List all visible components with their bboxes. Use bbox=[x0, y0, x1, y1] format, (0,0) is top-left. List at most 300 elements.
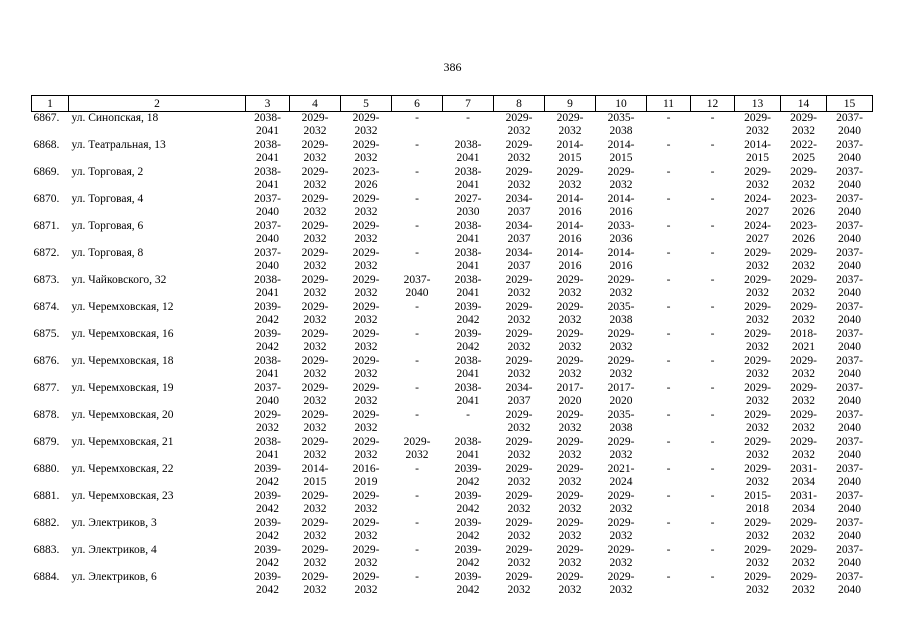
period-cell bbox=[735, 328, 781, 355]
period-start: 2038- bbox=[454, 138, 482, 151]
period-cell bbox=[596, 463, 647, 490]
period-cell bbox=[341, 436, 392, 463]
period-end: 2032 bbox=[507, 529, 531, 542]
period-end: 2042 bbox=[456, 340, 480, 353]
period-start: - bbox=[710, 570, 715, 583]
table-row bbox=[32, 112, 873, 139]
period-cell bbox=[341, 274, 392, 301]
period-end: 2032 bbox=[303, 529, 327, 542]
row-number: 6884. bbox=[33, 570, 60, 583]
period-end: 2032 bbox=[303, 556, 327, 569]
period-end: 2032 bbox=[609, 367, 633, 380]
period-end: 2027 bbox=[746, 205, 769, 218]
period-start: 2034- bbox=[505, 192, 533, 205]
period-end: 2032 bbox=[558, 529, 582, 542]
period-start: 2035- bbox=[607, 112, 635, 124]
period-start: 2037- bbox=[836, 516, 863, 529]
period-start: 2029- bbox=[790, 354, 817, 367]
period-cell bbox=[735, 544, 781, 571]
row-address: ул. Электриков, 6 bbox=[71, 570, 157, 583]
period-start: 2038- bbox=[454, 219, 482, 232]
period-end: 2032 bbox=[792, 259, 815, 272]
period-cell bbox=[691, 139, 735, 166]
table-row bbox=[32, 328, 873, 355]
period-cell bbox=[596, 139, 647, 166]
period-start: 2029- bbox=[352, 192, 380, 205]
period-cell bbox=[290, 247, 341, 274]
period-start: 2038- bbox=[454, 381, 482, 394]
period-end: 2032 bbox=[354, 259, 378, 272]
period-start: - bbox=[666, 246, 671, 259]
period-end: 2032 bbox=[609, 340, 633, 353]
period-end: 2037 bbox=[507, 259, 531, 272]
period-start: 2029- bbox=[744, 112, 771, 124]
period-start: - bbox=[710, 192, 715, 205]
period-cell bbox=[647, 139, 691, 166]
period-cell bbox=[827, 193, 873, 220]
period-end: 2032 bbox=[507, 178, 531, 191]
period-start: 2029- bbox=[790, 273, 817, 286]
period-end: 2041 bbox=[456, 151, 480, 164]
period-end: 2032 bbox=[746, 475, 769, 488]
period-end: 2019 bbox=[354, 475, 378, 488]
period-cell bbox=[735, 112, 781, 139]
table-row bbox=[32, 463, 873, 490]
period-end: 2040 bbox=[838, 205, 861, 218]
period-cell bbox=[443, 436, 494, 463]
period-cell bbox=[392, 409, 443, 436]
period-start: - bbox=[415, 219, 419, 232]
period-end: 2032 bbox=[507, 286, 531, 299]
period-start: 2029- bbox=[301, 327, 329, 340]
period-end: 2032 bbox=[609, 178, 633, 191]
period-start: 2029- bbox=[301, 112, 329, 124]
period-end: 2032 bbox=[558, 475, 582, 488]
period-start: 2029- bbox=[301, 138, 329, 151]
period-end: 2021 bbox=[792, 340, 815, 353]
period-start: 2029- bbox=[505, 327, 533, 340]
period-start: 2029- bbox=[744, 408, 771, 421]
period-cell bbox=[392, 544, 443, 571]
period-start: - bbox=[710, 219, 715, 232]
period-cell bbox=[494, 193, 545, 220]
period-start: 2038- bbox=[454, 273, 482, 286]
period-cell bbox=[246, 409, 290, 436]
period-cell bbox=[691, 274, 735, 301]
row-address: ул. Электриков, 4 bbox=[71, 543, 157, 556]
period-cell bbox=[827, 274, 873, 301]
row-address: ул. Синопская, 18 bbox=[71, 112, 159, 124]
period-start: 2029- bbox=[505, 462, 533, 475]
period-start: 2029- bbox=[301, 354, 329, 367]
row-number: 6869. bbox=[33, 165, 60, 178]
period-start: 2029- bbox=[790, 246, 817, 259]
period-start: - bbox=[666, 381, 671, 394]
period-start: 2037- bbox=[836, 192, 863, 205]
table-row bbox=[32, 517, 873, 544]
period-cell bbox=[545, 355, 596, 382]
period-cell bbox=[596, 274, 647, 301]
period-end: 2032 bbox=[558, 340, 582, 353]
period-start: 2029- bbox=[790, 165, 817, 178]
period-start: 2038- bbox=[454, 354, 482, 367]
period-start: 2018- bbox=[790, 327, 817, 340]
period-cell bbox=[691, 166, 735, 193]
period-cell bbox=[691, 490, 735, 517]
period-cell bbox=[735, 571, 781, 598]
period-cell bbox=[494, 112, 545, 139]
period-cell bbox=[735, 463, 781, 490]
column-header: 2 bbox=[69, 96, 246, 112]
period-end: 2032 bbox=[303, 340, 327, 353]
period-start: 2029- bbox=[352, 435, 380, 448]
period-start: 2031- bbox=[790, 462, 817, 475]
period-cell bbox=[596, 220, 647, 247]
column-header: 10 bbox=[596, 96, 647, 112]
period-cell bbox=[494, 355, 545, 382]
period-cell bbox=[647, 463, 691, 490]
period-cell bbox=[545, 436, 596, 463]
period-cell bbox=[545, 274, 596, 301]
period-cell bbox=[392, 355, 443, 382]
period-end: 2032 bbox=[746, 556, 769, 569]
period-start: - bbox=[710, 112, 715, 124]
period-end: 2032 bbox=[746, 529, 769, 542]
period-start: 2029- bbox=[744, 462, 771, 475]
period-cell bbox=[443, 355, 494, 382]
column-header: 3 bbox=[246, 96, 290, 112]
column-header: 11 bbox=[647, 96, 691, 112]
period-cell bbox=[246, 166, 290, 193]
period-cell bbox=[246, 517, 290, 544]
period-cell bbox=[781, 355, 827, 382]
period-start: - bbox=[666, 462, 671, 475]
period-end: 2042 bbox=[456, 502, 480, 515]
period-start: - bbox=[710, 354, 715, 367]
period-cell bbox=[494, 247, 545, 274]
period-cell bbox=[596, 436, 647, 463]
period-start: 2029- bbox=[790, 112, 817, 124]
period-end: 2032 bbox=[558, 583, 582, 596]
period-end: 2032 bbox=[405, 448, 429, 461]
column-header: 4 bbox=[290, 96, 341, 112]
period-start: 2029- bbox=[790, 300, 817, 313]
period-cell bbox=[596, 544, 647, 571]
period-start: 2029- bbox=[505, 543, 533, 556]
period-start: 2037- bbox=[254, 219, 281, 232]
period-cell bbox=[290, 220, 341, 247]
period-cell bbox=[596, 166, 647, 193]
period-start: 2029- bbox=[301, 300, 329, 313]
period-cell bbox=[545, 301, 596, 328]
period-start: 2029- bbox=[301, 273, 329, 286]
period-end: 2032 bbox=[303, 259, 327, 272]
period-end: 2032 bbox=[354, 583, 378, 596]
period-start: 2029- bbox=[607, 165, 635, 178]
period-start: - bbox=[710, 327, 715, 340]
period-end: 2032 bbox=[792, 125, 815, 137]
period-start: 2029- bbox=[744, 273, 771, 286]
period-cell bbox=[735, 517, 781, 544]
row-address: ул. Черемховская, 21 bbox=[71, 435, 174, 448]
period-cell bbox=[494, 436, 545, 463]
period-end: 2042 bbox=[256, 556, 279, 569]
period-end: 2032 bbox=[792, 313, 815, 326]
period-cell bbox=[647, 409, 691, 436]
period-cell bbox=[781, 274, 827, 301]
period-cell bbox=[443, 247, 494, 274]
period-end: 2032 bbox=[792, 367, 815, 380]
header-row bbox=[32, 96, 873, 112]
period-end: 2040 bbox=[838, 583, 861, 596]
period-cell bbox=[545, 382, 596, 409]
period-start: 2037- bbox=[254, 381, 281, 394]
period-start: 2029- bbox=[607, 327, 635, 340]
row-address: ул. Черемховская, 19 bbox=[71, 381, 174, 394]
period-end: 2040 bbox=[838, 475, 861, 488]
period-end: 2041 bbox=[256, 178, 279, 191]
period-cell bbox=[647, 436, 691, 463]
period-end: 2032 bbox=[354, 286, 378, 299]
period-start: 2029- bbox=[556, 516, 584, 529]
period-cell bbox=[827, 112, 873, 139]
period-end: 2041 bbox=[456, 178, 480, 191]
period-start: - bbox=[666, 354, 671, 367]
period-cell bbox=[443, 274, 494, 301]
period-end: 2026 bbox=[792, 232, 815, 245]
period-cell bbox=[246, 220, 290, 247]
period-end: 2040 bbox=[838, 556, 861, 569]
period-start: 2029- bbox=[301, 192, 329, 205]
period-start: 2029- bbox=[352, 327, 380, 340]
period-cell bbox=[596, 193, 647, 220]
period-start: - bbox=[415, 112, 419, 124]
period-start: - bbox=[415, 543, 419, 556]
period-cell bbox=[647, 112, 691, 139]
period-end: 2032 bbox=[507, 583, 531, 596]
period-end: 2037 bbox=[507, 394, 531, 407]
period-cell bbox=[392, 328, 443, 355]
period-end: 2032 bbox=[792, 178, 815, 191]
period-cell bbox=[392, 517, 443, 544]
period-cell bbox=[290, 193, 341, 220]
period-cell bbox=[545, 139, 596, 166]
period-end: 2032 bbox=[609, 502, 633, 515]
period-start: 2029- bbox=[403, 435, 431, 448]
period-cell bbox=[392, 139, 443, 166]
period-cell bbox=[781, 112, 827, 139]
period-start: 2038- bbox=[454, 165, 482, 178]
period-cell bbox=[290, 544, 341, 571]
period-start: 2039- bbox=[254, 327, 281, 340]
period-cell bbox=[596, 328, 647, 355]
period-end: 2032 bbox=[558, 125, 582, 137]
period-start: 2039- bbox=[454, 327, 482, 340]
period-cell bbox=[443, 328, 494, 355]
period-start: 2039- bbox=[454, 489, 482, 502]
period-cell bbox=[392, 220, 443, 247]
period-end: 2036 bbox=[609, 232, 633, 245]
period-start: 2029- bbox=[301, 408, 329, 421]
period-start: 2037- bbox=[836, 112, 863, 124]
period-cell bbox=[691, 112, 735, 139]
period-start: 2039- bbox=[254, 570, 281, 583]
period-end: 2032 bbox=[303, 178, 327, 191]
period-start: 2037- bbox=[836, 273, 863, 286]
period-cell bbox=[494, 517, 545, 544]
period-cell bbox=[691, 436, 735, 463]
period-end: 2032 bbox=[792, 448, 815, 461]
period-cell bbox=[392, 112, 443, 139]
period-start: - bbox=[415, 354, 419, 367]
period-end: 2032 bbox=[303, 125, 327, 137]
period-start: - bbox=[466, 408, 470, 421]
period-start: 2029- bbox=[301, 165, 329, 178]
period-cell bbox=[392, 193, 443, 220]
period-cell bbox=[647, 220, 691, 247]
period-end: 2016 bbox=[609, 259, 633, 272]
period-start: - bbox=[415, 300, 419, 313]
period-start: 2039- bbox=[454, 570, 482, 583]
period-start: 2029- bbox=[556, 435, 584, 448]
period-cell bbox=[443, 382, 494, 409]
row-number: 6875. bbox=[33, 327, 60, 340]
period-end: 2032 bbox=[746, 583, 769, 596]
period-end: 2016 bbox=[609, 205, 633, 218]
period-end: 2032 bbox=[609, 556, 633, 569]
period-cell bbox=[443, 409, 494, 436]
period-end: 2032 bbox=[558, 556, 582, 569]
period-cell bbox=[781, 166, 827, 193]
period-start: - bbox=[415, 408, 419, 421]
period-end: 2041 bbox=[456, 259, 480, 272]
period-start: 2029- bbox=[352, 408, 380, 421]
row-number: 6868. bbox=[33, 138, 60, 151]
period-cell bbox=[246, 490, 290, 517]
table-row bbox=[32, 166, 873, 193]
column-header: 8 bbox=[494, 96, 545, 112]
period-cell bbox=[827, 463, 873, 490]
period-start: 2029- bbox=[352, 354, 380, 367]
period-start: 2014- bbox=[556, 219, 584, 232]
period-end: 2038 bbox=[609, 125, 633, 137]
period-end: 2032 bbox=[746, 313, 769, 326]
period-cell bbox=[691, 409, 735, 436]
period-start: 2037- bbox=[836, 462, 863, 475]
period-cell bbox=[341, 220, 392, 247]
period-cell bbox=[494, 490, 545, 517]
period-end: 2040 bbox=[838, 529, 861, 542]
column-header: 15 bbox=[827, 96, 873, 112]
period-cell bbox=[341, 301, 392, 328]
period-start: - bbox=[710, 165, 715, 178]
period-cell bbox=[647, 382, 691, 409]
period-end: 2032 bbox=[507, 151, 531, 164]
period-end: 2032 bbox=[354, 529, 378, 542]
period-end: 2040 bbox=[838, 367, 861, 380]
period-end: 2040 bbox=[838, 313, 861, 326]
period-cell bbox=[494, 274, 545, 301]
period-cell bbox=[494, 382, 545, 409]
period-start: 2024- bbox=[744, 219, 771, 232]
row-number: 6870. bbox=[33, 192, 60, 205]
period-start: - bbox=[666, 408, 671, 421]
period-cell bbox=[735, 220, 781, 247]
period-end: 2024 bbox=[609, 475, 633, 488]
period-cell bbox=[246, 112, 290, 139]
period-cell bbox=[392, 382, 443, 409]
period-start: 2029- bbox=[505, 138, 533, 151]
period-end: 2032 bbox=[746, 394, 769, 407]
period-cell bbox=[596, 490, 647, 517]
period-cell bbox=[290, 112, 341, 139]
period-start: 2029- bbox=[607, 435, 635, 448]
period-end: 2040 bbox=[838, 286, 861, 299]
period-end: 2032 bbox=[558, 313, 582, 326]
period-cell bbox=[392, 436, 443, 463]
period-start: 2029- bbox=[505, 165, 533, 178]
period-start: 2029- bbox=[607, 570, 635, 583]
period-cell bbox=[545, 463, 596, 490]
period-cell bbox=[781, 382, 827, 409]
period-start: 2014- bbox=[744, 138, 771, 151]
period-start: 2029- bbox=[301, 516, 329, 529]
period-start: 2015- bbox=[744, 489, 771, 502]
column-header: 5 bbox=[341, 96, 392, 112]
period-end: 2026 bbox=[792, 205, 815, 218]
row-address: ул. Театральная, 13 bbox=[71, 138, 166, 151]
period-start: 2031- bbox=[790, 489, 817, 502]
period-cell bbox=[246, 328, 290, 355]
period-start: - bbox=[710, 138, 715, 151]
period-start: 2014- bbox=[556, 138, 584, 151]
period-end: 2032 bbox=[558, 421, 582, 434]
period-cell bbox=[781, 517, 827, 544]
period-start: 2029- bbox=[301, 570, 329, 583]
period-start: 2038- bbox=[454, 435, 482, 448]
period-cell bbox=[691, 328, 735, 355]
period-end: 2042 bbox=[256, 529, 279, 542]
period-start: 2039- bbox=[454, 543, 482, 556]
period-end: 2032 bbox=[507, 340, 531, 353]
period-end: 2032 bbox=[746, 286, 769, 299]
period-cell bbox=[290, 463, 341, 490]
period-start: 2039- bbox=[454, 300, 482, 313]
period-cell bbox=[647, 544, 691, 571]
period-start: - bbox=[710, 246, 715, 259]
period-cell bbox=[596, 247, 647, 274]
period-cell bbox=[596, 355, 647, 382]
period-cell bbox=[596, 517, 647, 544]
period-start: 2029- bbox=[790, 408, 817, 421]
period-cell bbox=[545, 247, 596, 274]
period-start: 2037- bbox=[403, 273, 431, 286]
column-header: 7 bbox=[443, 96, 494, 112]
period-end: 2034 bbox=[792, 475, 815, 488]
period-start: 2029- bbox=[254, 408, 281, 421]
period-start: 2022- bbox=[790, 138, 817, 151]
period-cell bbox=[647, 247, 691, 274]
period-start: - bbox=[666, 300, 671, 313]
period-end: 2015 bbox=[609, 151, 633, 164]
row-address: ул. Торговая, 4 bbox=[71, 192, 144, 205]
table-row bbox=[32, 544, 873, 571]
period-start: - bbox=[415, 138, 419, 151]
period-cell bbox=[290, 274, 341, 301]
period-cell bbox=[691, 463, 735, 490]
period-start: - bbox=[710, 381, 715, 394]
period-cell bbox=[647, 274, 691, 301]
